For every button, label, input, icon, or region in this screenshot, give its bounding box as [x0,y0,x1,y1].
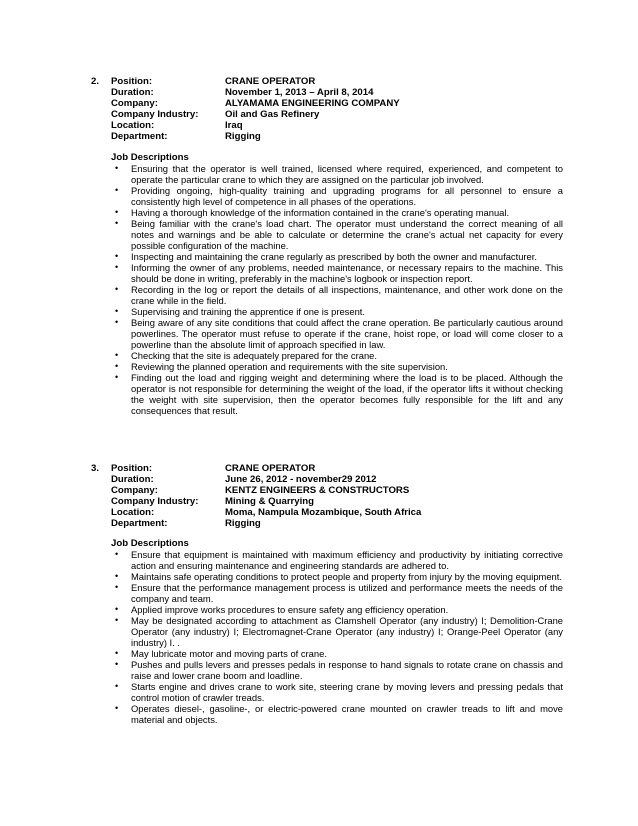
job-descriptions-title: Job Descriptions [111,538,189,549]
list-item-text: Maintains safe operating conditions to protect people and property from injury by the moving equipment. [131,571,562,582]
industry-value: Mining & Quarrying [225,496,315,507]
list-item-text: May be designated according to attachment as Clamshell Operator (any industry) I; Demolition-Crane Operator (any industry) I; Electromagnet-Crane Operator (any industry) I; Orange-Peel Operator (any industry) I. . [131,615,563,648]
list-item-text: Finding out the load and rigging weight and determining where the load is to be placed. Although the operator is not responsible for determining the weight of the load, if the operator lifts it without checking the weight with site supervision, then the operator becomes fully responsible for the lift and any consequences that result. [131,372,563,416]
list-item-text: Reviewing the planned operation and requirements with the site supervision. [131,361,448,372]
list-item-text: Inspecting and maintaining the crane regularly as prescribed by both the owner and manufacturer. [131,251,537,262]
job-descriptions-list [111,549,563,725]
company-row [111,485,531,496]
bullet-icon: • [115,317,119,327]
bullet-icon: • [115,703,119,713]
duration-value: November 1, 2013 – April 8, 2014 [225,87,374,98]
list-item-text: Ensuring that the operator is well trained, licensed where required, experienced, and competent to operate the particular crane to which they are assigned on the particular job involved. [131,163,563,185]
company-value: KENTZ ENGINEERS & CONSTRUCTORS [225,485,410,496]
position-row [111,463,531,474]
department-value: Rigging [225,518,261,529]
bullet-icon: • [115,163,119,173]
company-row [111,98,531,109]
industry-value: Oil and Gas Refinery [225,109,320,120]
list-item [111,604,563,615]
location-value: Moma, Nampula Mozambique, South Africa [225,507,422,518]
bullet-icon: • [115,659,119,669]
bullet-icon: • [115,604,119,614]
list-item [111,350,563,361]
list-item-text: Ensure that the performance management process is utilized and performance meets the needs of the company and team. [131,582,563,604]
job-header [111,76,531,142]
job-header [111,463,531,529]
bullet-icon: • [115,218,119,228]
bullet-icon: • [115,262,119,272]
department-label: Department: [111,518,168,529]
list-item-text: Informing the owner of any problems, needed maintenance, or necessary repairs to the machine. This should be done in writing, preferably in the machine's logbook or inspection report. [131,262,563,284]
position-row [111,76,531,87]
list-item-text: May lubricate motor and moving parts of crane. [131,648,327,659]
job-number: 3. [91,463,100,474]
industry-label: Company Industry: [111,496,199,507]
list-item-text: Pushes and pulls levers and presses pedals in response to hand signals to rotate crane on chassis and raise and lower crane boom and loadline. [131,659,563,681]
industry-row [111,109,531,120]
list-item-text: Having a thorough knowledge of the information contained in the crane's operating manual. [131,207,510,218]
list-item [111,306,563,317]
list-item [111,615,563,648]
bullet-icon: • [115,361,119,371]
list-item [111,262,563,284]
bullet-icon: • [115,549,119,559]
list-item [111,207,563,218]
list-item [111,251,563,262]
bullet-icon: • [115,207,119,217]
duration-value: June 26, 2012 - november29 2012 [225,474,377,485]
job-number: 2. [91,76,100,87]
list-item [111,185,563,207]
bullet-icon: • [115,251,119,261]
list-item [111,361,563,372]
bullet-icon: • [115,571,119,581]
list-item [111,571,563,582]
job-descriptions-title: Job Descriptions [111,152,189,163]
location-row [111,120,531,131]
list-item-text: Ensure that equipment is maintained with maximum efficiency and productivity by initiating corrective action and ensuring maintenance and engineering standards are adhered to. [131,549,563,571]
duration-row [111,87,531,98]
list-item-text: Being aware of any site conditions that could affect the crane operation. Be particularly cautious around powerlines. The operator must refuse to operate if the crane, hoist rope, or load will come closer to a powerline than the absolute limit of approach specified in law. [131,317,563,350]
list-item [111,582,563,604]
bullet-icon: • [115,681,119,691]
bullet-icon: • [115,350,119,360]
bullet-icon: • [115,615,119,625]
bullet-icon: • [115,648,119,658]
company-label: Company: [111,485,158,496]
list-item-text: Operates diesel-, gasoline-, or electric-powered crane mounted on crawler treads to lift and move material and objects. [131,703,563,725]
bullet-icon: • [115,372,119,382]
location-label: Location: [111,120,155,131]
list-item [111,284,563,306]
duration-label: Duration: [111,87,154,98]
company-label: Company: [111,98,158,109]
list-item-text: Providing ongoing, high-quality training and upgrading programs for all personnel to ensure a consistently high level of competence in all phases of the operations. [131,185,563,207]
department-row [111,518,531,529]
industry-label: Company Industry: [111,109,199,120]
industry-row [111,496,531,507]
list-item-text: Being familiar with the crane's load chart. The operator must understand the correct meaning of all notes and warnings and be able to calculate or determine the crane's actual net capacity for every possible configuration of the machine. [131,218,563,251]
list-item [111,659,563,681]
department-row [111,131,531,142]
bullet-icon: • [115,582,119,592]
list-item [111,681,563,703]
department-label: Department: [111,131,168,142]
duration-row [111,474,531,485]
position-value: CRANE OPERATOR [225,76,316,87]
list-item [111,317,563,350]
position-label: Position: [111,463,153,474]
list-item [111,163,563,185]
list-item-text: Checking that the site is adequately prepared for the crane. [131,350,377,361]
list-item-text: Recording in the log or report the details of all inspections, maintenance, and other work done on the crane while in the field. [131,284,563,306]
list-item [111,648,563,659]
position-value: CRANE OPERATOR [225,463,316,474]
job-descriptions-list [111,163,563,416]
position-label: Position: [111,76,153,87]
bullet-icon: • [115,306,119,316]
list-item [111,549,563,571]
department-value: Rigging [225,131,261,142]
company-value: ALYAMAMA ENGINEERING COMPANY [225,98,400,109]
bullet-icon: • [115,284,119,294]
location-row [111,507,531,518]
list-item [111,372,563,416]
bullet-icon: • [115,185,119,195]
list-item-text: Applied improve works procedures to ensure safety ang efficiency operation. [131,604,449,615]
list-item-text: Supervising and training the apprentice if one is present. [131,306,365,317]
duration-label: Duration: [111,474,154,485]
list-item-text: Starts engine and drives crane to work site, steering crane by moving levers and pressing pedals that control motion of crawler treads. [131,681,563,703]
list-item [111,703,563,725]
location-label: Location: [111,507,155,518]
location-value: Iraq [225,120,243,131]
list-item [111,218,563,251]
